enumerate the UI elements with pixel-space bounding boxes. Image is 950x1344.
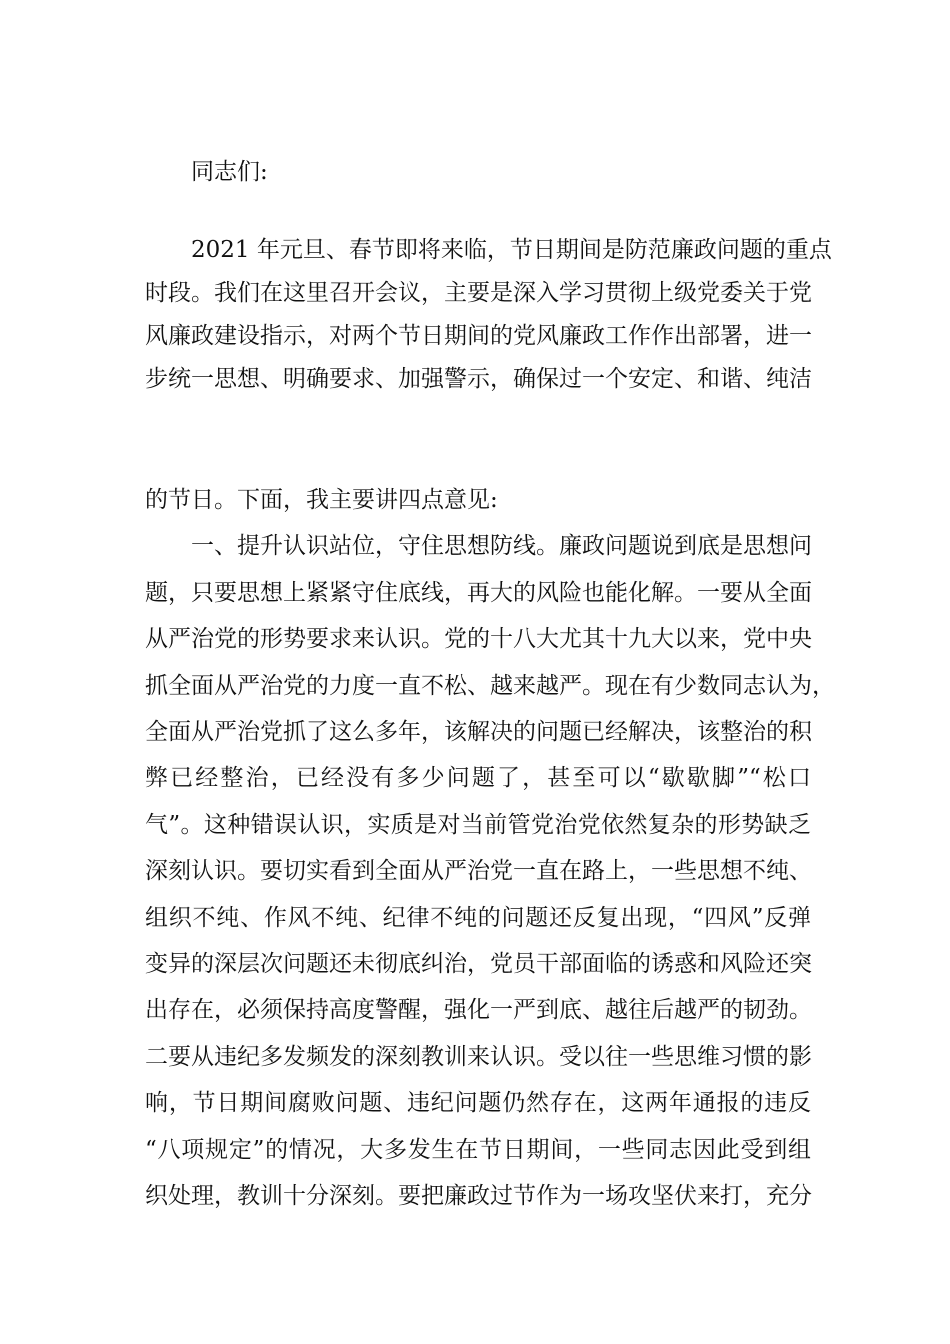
- paragraph-line: 气”。这种错误认识，实质是对当前管党治党依然复杂的形势缺乏: [145, 812, 811, 838]
- salutation: 同志们:: [191, 159, 268, 185]
- paragraph-line: 从严治党的形势要求来认识。党的十八大尤其十九大以来，党中央: [145, 626, 812, 652]
- paragraph-line: 题，只要思想上紧紧守住底线，再大的风险也能化解。一要从全面: [145, 580, 812, 606]
- paragraph-line: 全面从严治党抓了这么多年，该解决的问题已经解决，该整治的积: [145, 719, 812, 745]
- paragraph-line: 出存在，必须保持高度警醒，强化一严到底、越往后越严的韧劲。: [145, 997, 812, 1023]
- paragraph-line: 的节日。下面，我主要讲四点意见:: [145, 487, 498, 513]
- paragraph-line: 步统一思想、明确要求、加强警示，确保过一个安定、和谐、纯洁: [145, 366, 812, 392]
- paragraph-line: 织处理，教训十分深刻。要把廉政过节作为一场攻坚伏来打，充分: [145, 1183, 812, 1209]
- paragraph-line: 2021 年元旦、春节即将来临，节日期间是防范廉政问题的重点: [191, 237, 832, 263]
- paragraph-line: 时段。我们在这里召开会议，主要是深入学习贯彻上级党委关于党: [145, 280, 812, 306]
- paragraph-line: 变异的深层次问题还未彻底纠治，党员干部面临的诱惑和风险还突: [145, 951, 812, 977]
- paragraph-line: 组织不纯、作风不纯、纪律不纯的问题还反复出现，“四风”反弹: [145, 905, 811, 931]
- paragraph-line: 深刻认识。要切实看到全面从严治党一直在路上，一些思想不纯、: [145, 858, 812, 884]
- paragraph-line: 抓全面从严治党的力度一直不松、越来越严。现在有少数同志认为，: [145, 673, 835, 699]
- paragraph-line: 响，节日期间腐败问题、违纪问题仍然存在，这两年通报的违反: [145, 1090, 811, 1116]
- paragraph-line: 弊已经整治，已经没有多少问题了，甚至可以“歇歇脚”“松口: [145, 765, 811, 791]
- paragraph-line: 二要从违纪多发频发的深刻教训来认识。受以往一些思维习惯的影: [145, 1044, 812, 1070]
- paragraph-line: 风廉政建设指示，对两个节日期间的党风廉政工作作出部署，进一: [145, 323, 812, 349]
- paragraph-line: 一、提升认识站位，守住思想防线。廉政问题说到底是思想问: [191, 533, 812, 559]
- paragraph-line: “八项规定”的情况，大多发生在节日期间，一些同志因此受到组: [145, 1137, 811, 1163]
